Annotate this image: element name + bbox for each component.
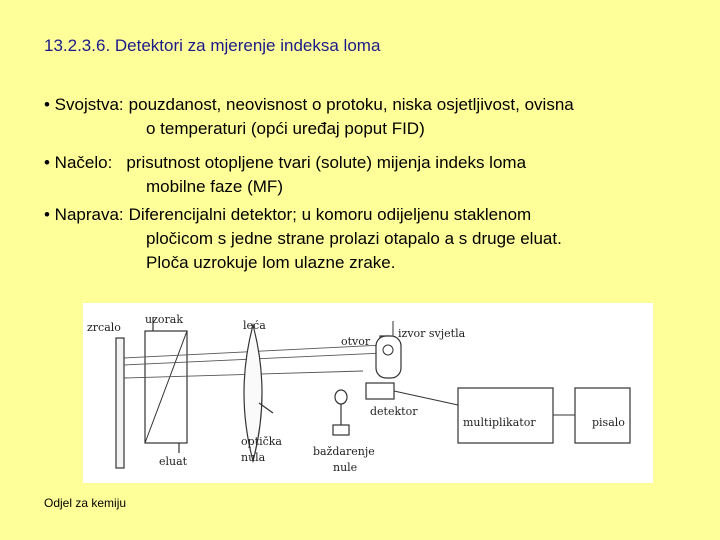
- bullet-continuation: Ploča uzrokuje lom ulazne zrake.: [146, 253, 396, 272]
- label-izvor: izvor svjetla: [398, 327, 466, 340]
- detector-shape: [366, 383, 394, 399]
- detector-diagram: [83, 303, 653, 483]
- label-multiplikator: multiplikator: [463, 416, 536, 429]
- label-zrcalo: zrcalo: [87, 321, 121, 334]
- label-leca: leća: [243, 319, 266, 332]
- bullet-text: Diferencijalni detektor; u komoru odijeljenu staklenom: [128, 205, 532, 224]
- bullet-continuation: mobilne faze (MF): [146, 177, 283, 196]
- lamp-bulb-shape: [383, 345, 393, 355]
- label-detektor: detektor: [370, 405, 418, 418]
- cell-divider-shape: [145, 331, 187, 443]
- bullet-naprava: [44, 203, 704, 275]
- mirror-shape: [116, 338, 124, 468]
- connector-shape: [394, 391, 458, 405]
- bullet-text: pouzdanost, neovisnost o protoku, niska osjetljivost, ovisna: [128, 95, 574, 114]
- light-source-shape: [376, 336, 401, 378]
- bullet-continuation: o temperaturi (opći uređaj poput FID): [146, 119, 425, 138]
- calibration-head-shape: [335, 390, 347, 404]
- label-opticka: optička: [241, 435, 282, 448]
- beam-shape: [124, 371, 363, 378]
- footer-text: Odjel za kemiju: [44, 496, 127, 510]
- bullet-svojstva: [44, 93, 704, 141]
- bullet-label: • Svojstva:: [44, 95, 124, 114]
- calibration-base-shape: [333, 425, 349, 435]
- bullet-text: prisutnost otopljene tvari (solute) mijenja indeks loma: [126, 153, 527, 172]
- bullet-label: • Naprava:: [44, 205, 124, 224]
- bullet-list: [44, 93, 704, 275]
- label-nule: nule: [333, 461, 358, 474]
- bullet-label: • Načelo:: [44, 153, 113, 172]
- label-pisalo: pisalo: [592, 416, 625, 429]
- label-nula: nula: [241, 451, 266, 464]
- label-uzorak: uzorak: [145, 313, 183, 326]
- bullet-continuation: pločicom s jedne strane prolazi otapalo a s druge eluat.: [146, 229, 562, 248]
- diagram-svg: [83, 303, 653, 483]
- label-bazdarenje: baždarenje: [313, 445, 375, 458]
- label-otvor: otvor: [341, 335, 371, 348]
- slide-title: 13.2.3.6. Detektori za mjerenje indeksa loma: [44, 36, 381, 55]
- bullet-nacelo: [44, 151, 704, 199]
- label-eluat: eluat: [159, 455, 188, 468]
